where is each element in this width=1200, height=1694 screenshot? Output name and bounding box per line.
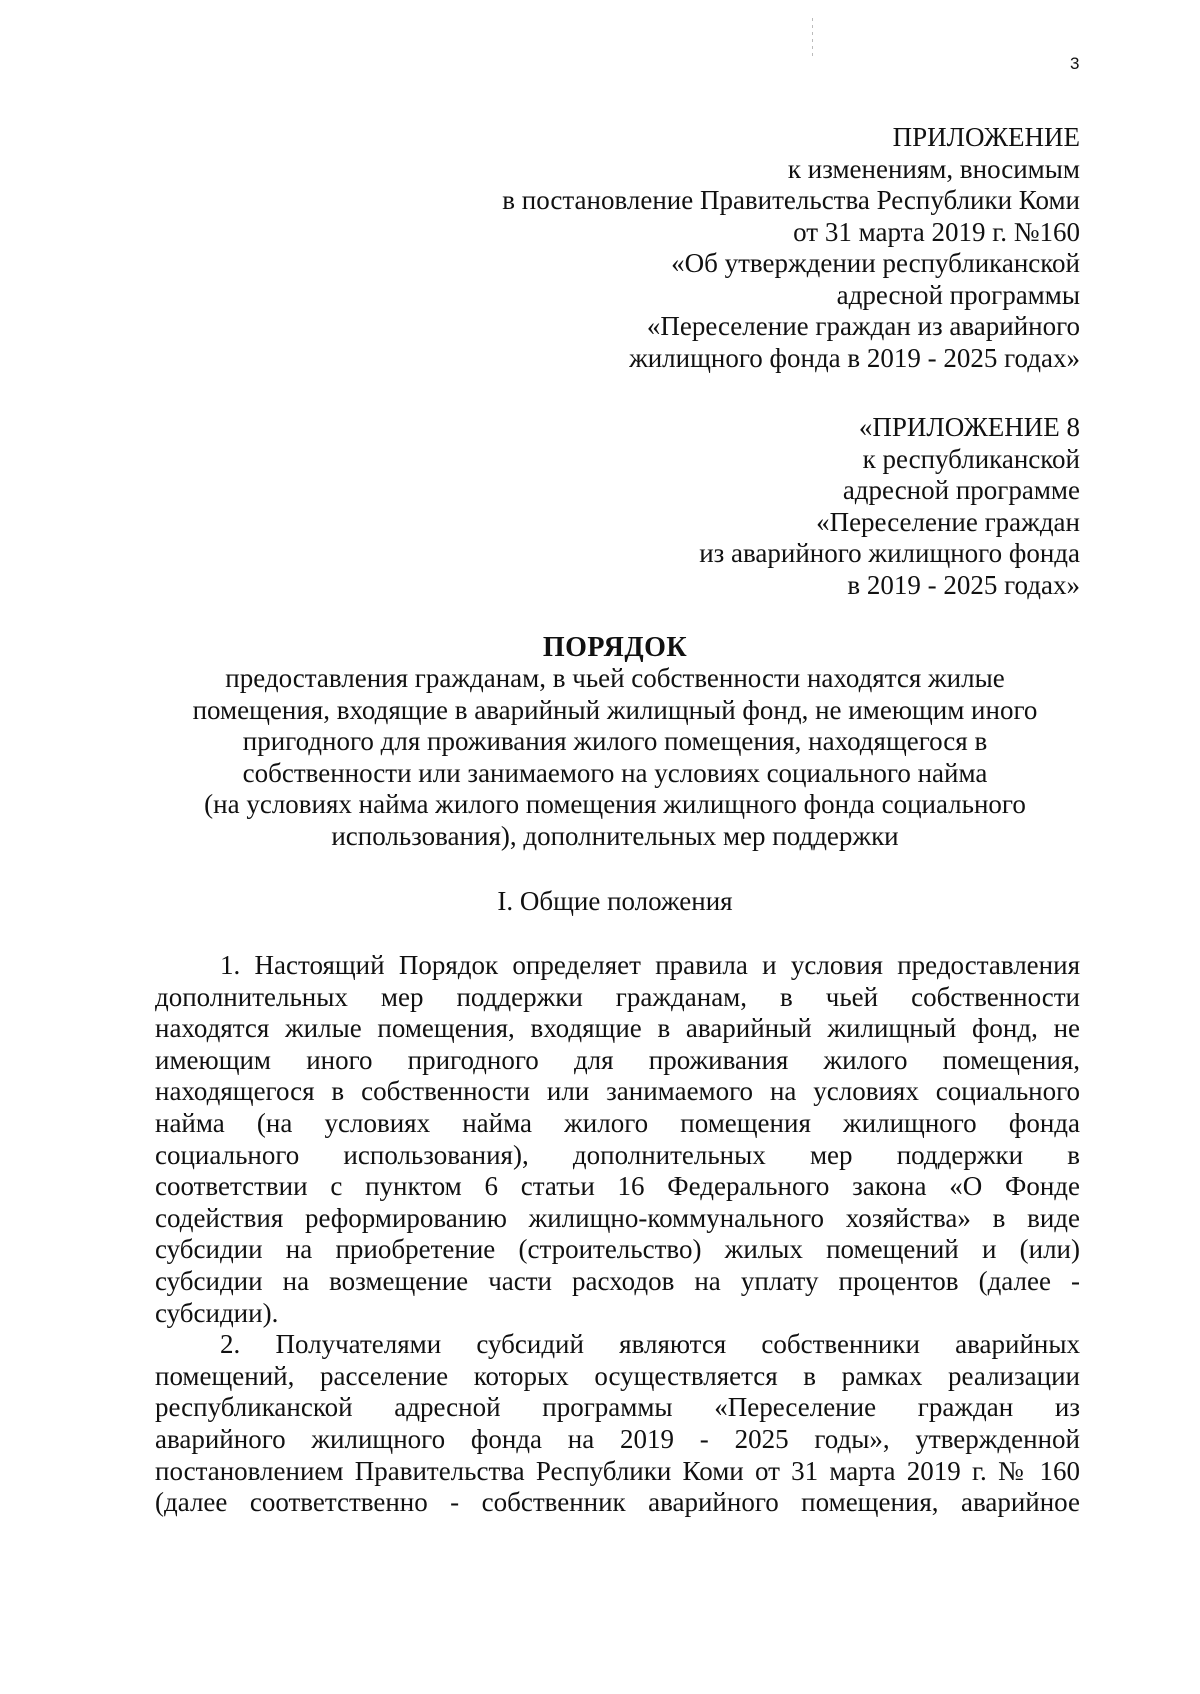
section-title: I. Общие положения — [497, 886, 733, 916]
paragraph-line: дополнительных мер поддержки гражданам, в чьей собственности — [155, 981, 1080, 1012]
appendix8-line: «ПРИЛОЖЕНИЕ 8 — [858, 412, 1080, 442]
paragraph-line: субсидии на возмещение части расходов на уплату процентов (далее - — [155, 1265, 1080, 1296]
appendix-line: адресной программы — [836, 279, 1080, 310]
paragraph-line: постановлением Правительства Республики Коми от 31 марта 2019 г. № 160 — [155, 1455, 1080, 1486]
paragraph-line: аварийного жилищного фонда на 2019 - 2025 годы», утвержденной — [155, 1423, 1080, 1454]
appendix-header — [502, 122, 1080, 374]
paragraph-line: социального использования), дополнительных мер поддержки в — [155, 1139, 1080, 1170]
appendix8-line: к республиканской — [862, 443, 1080, 474]
paragraph-line: 2. Получателями субсидий являются собственники аварийных — [220, 1329, 1080, 1360]
scan-artifact — [812, 18, 813, 60]
paragraph-line: республиканской адресной программы «Переселение граждан из — [155, 1392, 1080, 1423]
subtitle-line: собственности или занимаемого на условиях социального найма — [242, 757, 988, 788]
subtitle-line: помещения, входящие в аварийный жилищный фонд, не имеющим иного — [192, 694, 1038, 725]
appendix8-line: в 2019 - 2025 годах» — [847, 569, 1080, 600]
appendix8-line: адресной программе — [842, 475, 1080, 505]
appendix8-line: из аварийного жилищного фонда — [699, 538, 1080, 568]
paragraph-line: имеющим иного пригодного для проживания жилого помещения, — [155, 1044, 1080, 1075]
subtitle-line: (на условиях найма жилого помещения жилищного фонда социального — [204, 789, 1026, 819]
paragraph-line: субсидии на приобретение (строительство) жилых помещений и (или) — [155, 1234, 1080, 1265]
paragraph-line: находящегося в собственности или занимаемого на условиях социального — [155, 1076, 1080, 1107]
paragraph-line: помещений, расселение которых осуществляется в рамках реализации — [155, 1360, 1080, 1391]
body-text — [155, 950, 1080, 1519]
appendix-line: жилищного фонда в 2019 - 2025 годах» — [629, 342, 1080, 373]
appendix-line: «Об утверждении республиканской — [671, 248, 1080, 278]
appendix-line: «Переселение граждан из аварийного — [646, 311, 1080, 341]
appendix-line: к изменениям, вносимым — [787, 153, 1080, 184]
subtitle-line: использования), дополнительных мер поддержки — [331, 820, 899, 851]
appendix-line: от 31 марта 2019 г. №160 — [793, 216, 1080, 247]
paragraph-line: находятся жилые помещения, входящие в аварийный жилищный фонд, не — [155, 1013, 1080, 1044]
paragraph-line: (далее соответственно - собственник аварийного помещения, аварийное — [155, 1487, 1080, 1518]
document-subtitle — [150, 663, 1080, 852]
paragraph-line: субсидии). — [155, 1297, 279, 1328]
page-number: 3 — [1070, 54, 1080, 73]
paragraph-line: 1. Настоящий Порядок определяет правила и условия предоставления — [220, 950, 1080, 980]
document-title: ПОРЯДОК — [542, 632, 688, 663]
paragraph-line: содействия реформированию жилищно-коммунального хозяйства» в виде — [155, 1202, 1080, 1233]
paragraph-1 — [155, 950, 1080, 1329]
paragraph-line: найма (на условиях найма жилого помещения жилищного фонда — [155, 1107, 1080, 1138]
appendix8-header — [699, 412, 1080, 601]
appendix-line: ПРИЛОЖЕНИЕ — [892, 122, 1080, 152]
paragraph-2 — [155, 1329, 1080, 1519]
appendix-line: в постановление Правительства Республики Коми — [502, 185, 1080, 215]
paragraph-line: соответствии с пунктом 6 статьи 16 Федерального закона «О Фонде — [155, 1171, 1080, 1202]
subtitle-line: пригодного для проживания жилого помещения, находящегося в — [242, 726, 988, 756]
appendix8-line: «Переселение граждан — [816, 506, 1080, 537]
subtitle-line: предоставления гражданам, в чьей собственности находятся жилые — [225, 663, 1005, 693]
